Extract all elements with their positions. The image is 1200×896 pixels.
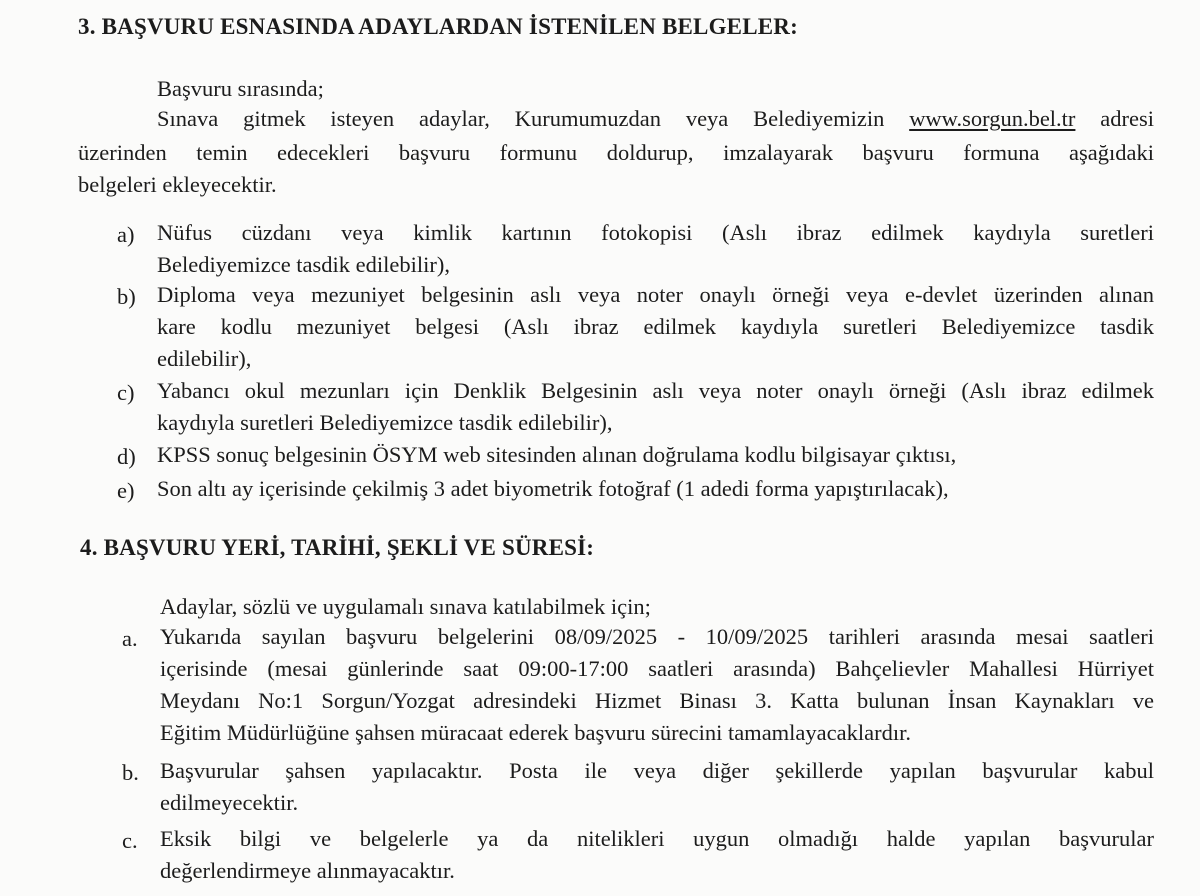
list-item-b-line-2: edilmeyecektir. (160, 790, 299, 815)
list-item-d-line-1: KPSS sonuç belgesinin ÖSYM web sitesinden alınan doğrulama kodlu bilgisayar çıktısı, (157, 442, 957, 467)
section-4-intro: Adaylar, sözlü ve uygulamalı sınava katılabilmek için; (160, 594, 651, 619)
list-marker: c) (117, 380, 135, 405)
list-item-b-line-2: kare kodlu mezuniyet belgesi (Aslı ibraz edilmek kaydıyla suretleri Belediyemizce tasdik (157, 314, 1154, 339)
website-link[interactable]: www.sorgun.bel.tr (909, 106, 1076, 131)
list-marker: b. (122, 760, 139, 785)
list-item-e-line-1: Son altı ay içerisinde çekilmiş 3 adet biyometrik fotoğraf (1 adedi forma yapıştırılacak), (157, 476, 949, 501)
list-marker: e) (117, 478, 135, 503)
list-item-a-line-2: içerisinde (mesai günlerinde saat 09:00-17:00 saatleri arasında) Bahçelievler Mahallesi Hürriyet (160, 656, 1154, 681)
list-item-c-line-2: kaydıyla suretleri Belediyemizce tasdik edilebilir), (157, 410, 613, 435)
paragraph-text: adresi (1100, 106, 1154, 131)
list-marker: a. (122, 626, 138, 651)
section-3-paragraph-line-1 (157, 104, 1154, 134)
list-marker: b) (117, 284, 136, 309)
list-item-a-line-4: Eğitim Müdürlüğüne şahsen müracaat ederek başvuru sürecini tamamlayacaklardır. (160, 720, 911, 745)
list-marker: d) (117, 444, 136, 469)
list-item-b-line-3: edilebilir), (157, 346, 252, 371)
list-item-a-line-1: Yukarıda sayılan başvuru belgelerini 08/09/2025 - 10/09/2025 tarihleri arasında mesai saatleri (160, 624, 1154, 649)
section-3-intro: Başvuru sırasında; (157, 76, 324, 101)
list-item-a-line-1: Nüfus cüzdanı veya kimlik kartının fotokopisi (Aslı ibraz edilmek kaydıyla suretleri (157, 220, 1154, 245)
section-4-heading: 4. BAŞVURU YERİ, TARİHİ, ŞEKLİ VE SÜRESİ: (80, 535, 595, 560)
list-item-c-line-1: Eksik bilgi ve belgelerle ya da nitelikleri uygun olmadığı halde yapılan başvurular (160, 826, 1154, 851)
list-item-c-line-2: değerlendirmeye alınmayacaktır. (160, 858, 455, 883)
list-item-b-line-1: Diploma veya mezuniyet belgesinin aslı veya noter onaylı örneği veya e-devlet üzerinden alınan (157, 282, 1154, 307)
list-item-c-line-1: Yabancı okul mezunları için Denklik Belgesinin aslı veya noter onaylı örneği (Aslı ibraz edilmek (157, 378, 1154, 403)
list-marker: a) (117, 222, 135, 247)
section-3-paragraph-line-2: üzerinden temin edecekleri başvuru formunu doldurup, imzalayarak başvuru formuna aşağıdaki (78, 140, 1154, 165)
paragraph-text: Sınava gitmek isteyen adaylar, Kurumumuzdan veya Belediyemizin (157, 106, 885, 131)
section-3-paragraph-line-3: belgeleri ekleyecektir. (78, 172, 277, 197)
list-marker: c. (122, 828, 138, 853)
list-item-b-line-1: Başvurular şahsen yapılacaktır. Posta ile veya diğer şekillerde yapılan başvurular kabul (160, 758, 1154, 783)
list-item-a-line-2: Belediyemizce tasdik edilebilir), (157, 252, 451, 277)
list-item-a-line-3: Meydanı No:1 Sorgun/Yozgat adresindeki Hizmet Binası 3. Katta bulunan İnsan Kaynakları ve (160, 688, 1154, 713)
section-3-heading: 3. BAŞVURU ESNASINDA ADAYLARDAN İSTENİLEN BELGELER: (78, 14, 798, 39)
